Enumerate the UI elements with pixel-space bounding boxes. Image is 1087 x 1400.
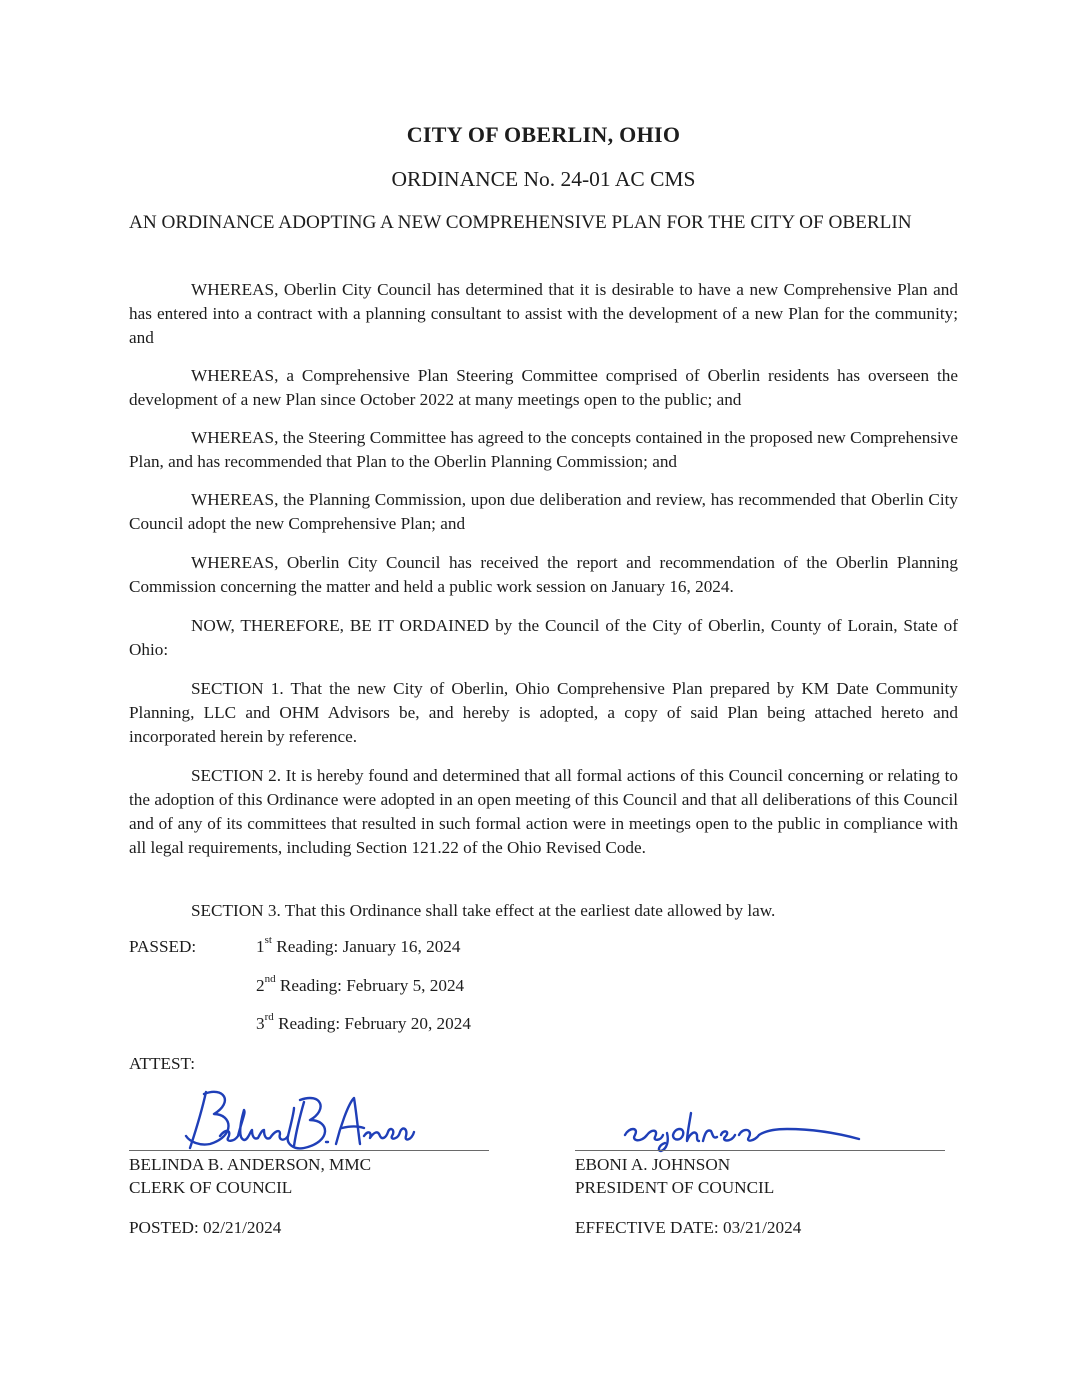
reading-1 bbox=[256, 934, 461, 957]
reading-suffix: nd bbox=[264, 973, 276, 985]
posted-date: POSTED: 02/21/2024 bbox=[129, 1218, 282, 1237]
reading-ordinal: 3 bbox=[256, 1014, 265, 1033]
clerk-role: CLERK OF COUNCIL bbox=[129, 1178, 293, 1197]
whereas-paragraph-4: WHEREAS, the Planning Commission, upon due deliberation and review, has recommended that Oberlin City Council adopt the new Comprehensive Plan; and bbox=[129, 490, 958, 533]
clerk-signature bbox=[176, 1080, 416, 1160]
whereas-paragraph-5: WHEREAS, Oberlin City Council has received the report and recommendation of the Oberlin Planning Commission concerning the matter and held a public work session on January 16, 2024. bbox=[129, 553, 958, 596]
whereas-paragraph-3: WHEREAS, the Steering Committee has agreed to the concepts contained in the proposed new Comprehensive Plan, and has recommended that Plan to the Oberlin Planning Commission; and bbox=[129, 428, 958, 471]
attest-label: ATTEST: bbox=[129, 1054, 195, 1073]
reading-suffix: rd bbox=[264, 1011, 274, 1023]
whereas-paragraph-2: WHEREAS, a Comprehensive Plan Steering Committee comprised of Oberlin residents has overseen the development of a new Plan since October 2022 at many meetings open to the public; and bbox=[129, 366, 958, 409]
section-3-paragraph: SECTION 3. That this Ordinance shall take effect at the earliest date allowed by law. bbox=[191, 901, 776, 920]
president-role: PRESIDENT OF COUNCIL bbox=[575, 1178, 775, 1197]
clerk-signature-line bbox=[129, 1150, 489, 1151]
reading-suffix: st bbox=[264, 934, 272, 946]
president-signature-line bbox=[575, 1150, 945, 1151]
whereas-paragraph-1: WHEREAS, Oberlin City Council has determined that it is desirable to have a new Comprehensive Plan and has entered into a contract with a planning consultant to assist with the development of a new Plan for the community; and bbox=[129, 280, 958, 347]
reading-text: Reading: January 16, 2024 bbox=[271, 937, 461, 956]
ordinance-number: ORDINANCE No. 24-01 AC CMS bbox=[391, 167, 696, 191]
president-signature bbox=[615, 1105, 865, 1155]
ordinance-title: AN ORDINANCE ADOPTING A NEW COMPREHENSIVE PLAN FOR THE CITY OF OBERLIN bbox=[129, 212, 912, 233]
passed-label: PASSED: bbox=[129, 937, 197, 956]
president-name: EBONI A. JOHNSON bbox=[575, 1155, 731, 1174]
reading-text: Reading: February 5, 2024 bbox=[275, 976, 465, 995]
ordained-paragraph: NOW, THEREFORE, BE IT ORDAINED by the Council of the City of Oberlin, County of Lorain, State of Ohio: bbox=[129, 616, 958, 659]
section-1-paragraph: SECTION 1. That the new City of Oberlin, Ohio Comprehensive Plan prepared by KM Date Community Planning, LLC and OHM Advisors be, and hereby is adopted, a copy of said Plan being attached hereto and incorporated herein by reference. bbox=[129, 679, 958, 746]
reading-3 bbox=[256, 1011, 471, 1034]
section-2-paragraph: SECTION 2. It is hereby found and determined that all formal actions of this Council concerning or relating to the adoption of this Ordinance were adopted in an open meeting of this Council and that all deliberations of this Council and of any of its committees that resulted in such formal action were in meetings open to the public in compliance with all legal requirements, including Section 121.22 of the Ohio Revised Code. bbox=[129, 766, 958, 857]
reading-ordinal: 2 bbox=[256, 976, 265, 995]
city-title: CITY OF OBERLIN, OHIO bbox=[406, 122, 681, 147]
reading-text: Reading: February 20, 2024 bbox=[273, 1014, 471, 1033]
reading-2 bbox=[256, 973, 465, 996]
clerk-name: BELINDA B. ANDERSON, MMC bbox=[129, 1155, 372, 1174]
reading-ordinal: 1 bbox=[256, 937, 265, 956]
effective-date: EFFECTIVE DATE: 03/21/2024 bbox=[575, 1218, 802, 1237]
